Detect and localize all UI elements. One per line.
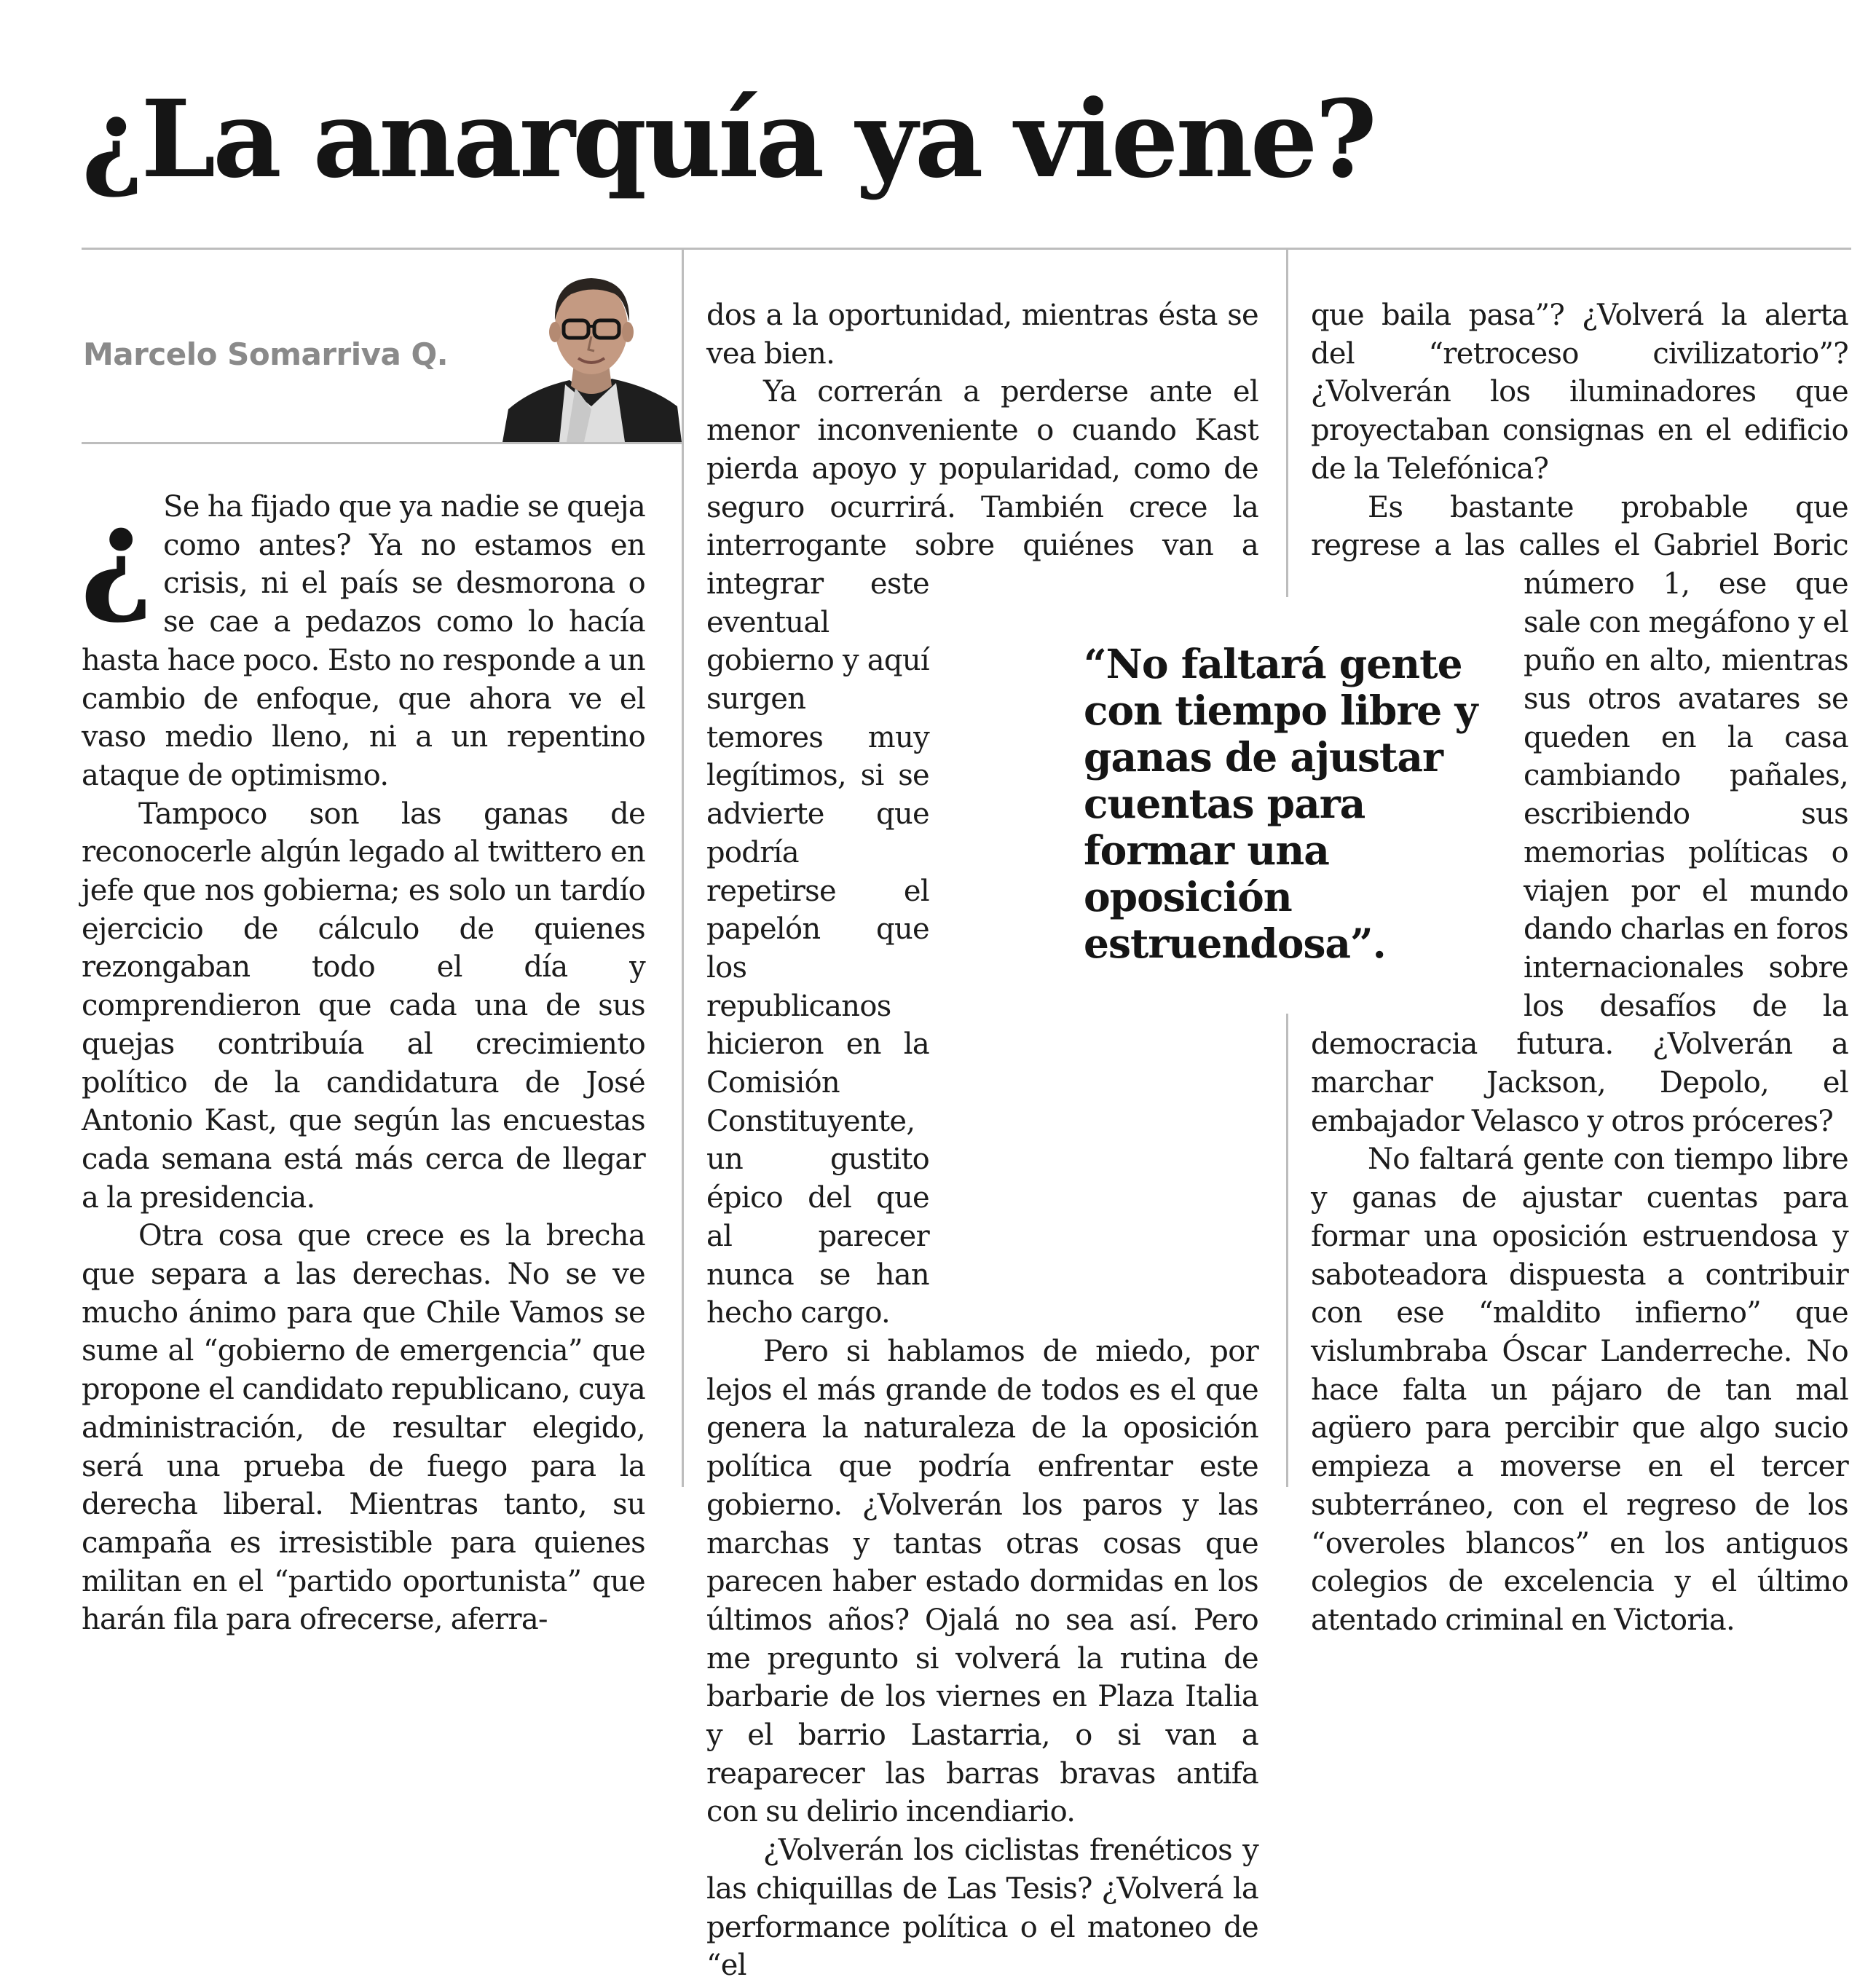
pull-quote: “No faltará gente con tiempo libre y ganas de ajustar cuentas para formar una oposición estruendosa”. xyxy=(1084,640,1478,967)
paragraph: Pero si hablamos de miedo, por lejos el más grande de todos es el que genera la naturaleza de la oposición política que podría enfrentar este gobierno. ¿Volverán los paros y las marchas y tantas otras cosas que parecen haber estado dormidas en los últimos años? Ojalá no sea así. Pero me pregunto si volverá la rutina de barbarie de los viernes en Plaza Italia y el barrio Lastarria, o si van a reaparecer las barras bravas antifa con su delirio incendiario. xyxy=(706,1334,1258,1829)
paragraph: que baila pasa”? ¿Volverá la alerta del “retroceso civilizatorio”? ¿Volverán los iluminadores que proyectaban consignas en el edificio de la Telefónica? xyxy=(1311,299,1848,486)
column-divider-2-lower xyxy=(1286,1014,1288,1487)
paragraph: Ya correrán a perderse ante el menor inconveniente o cuando Kast pierda apoyo y popularidad, como de seguro ocurrirá. También crece la interrogante sobre quiénes van a integrar este eventual gobierno y aquí surgen temores muy legítimos, si se advierte que podría repetirse el papelón que los republicanos hicieron en la Comisión Constituyente, un gustito épico del que al parecer nunca se han hecho cargo. xyxy=(706,375,1258,1330)
paragraph: No faltará gente con tiempo libre y ganas de ajustar cuentas para formar una oposición estruendosa y saboteadora dispuesta a contribuir con ese “maldito infierno” que vislumbraba Óscar Landerreche. No hace falta un pájaro de tan mal agüero para percibir que algo sucio empieza a moverse en el tercer subterráneo, con el regreso de los “overoles blancos” en los antiguos colegios de excelencia y el último atentado criminal en Victoria. xyxy=(1311,1143,1848,1637)
column-divider-1 xyxy=(682,249,684,1487)
headline: ¿La anarquía ya viene? xyxy=(82,77,1375,202)
author-portrait xyxy=(502,264,682,442)
byline-rule xyxy=(82,442,682,444)
drop-cap: ¿ xyxy=(80,480,154,628)
column-divider-2 xyxy=(1286,249,1288,597)
paragraph: Tampoco son las ganas de reconocerle algún legado al twittero en jefe que nos gobierna; es solo un tardío ejercicio de cálculo de quienes rezongaban todo el día y comprendieron que cada una de sus quejas contribuía al crecimiento político de la candidatura de José Antonio Kast, que según las encuestas cada semana está más cerca de llegar a la presidencia. xyxy=(82,797,645,1215)
column-3 xyxy=(1311,296,1848,1640)
top-rule xyxy=(82,248,1851,250)
paragraph: Se ha fijado que ya nadie se queja como antes? Ya no estamos en crisis, ni el país se desmorona o se cae a pedazos como lo hacía hasta hace poco. Esto no responde a un cambio de enfoque, que ahora ve el vaso medio lleno, ni a un repentino ataque de optimismo. xyxy=(82,490,645,792)
pullquote-wrap-spacer xyxy=(929,910,1258,1333)
paragraph: dos a la oportunidad, mientras ésta se vea bien. xyxy=(706,299,1258,371)
column-1 xyxy=(80,480,645,1639)
paragraph: Es bastante probable que regrese a las calles el Gabriel Boric número 1, ese que sale con megáfono y el puño en alto, mientras sus otros avatares se queden en la casa cambiando pañales, escribiendo sus memorias políticas o viajen por el mundo dando charlas en foros internacionales sobre los desafíos de la democracia futura. ¿Volverán a marchar Jackson, Depolo, el embajador Velasco y otros próceres? xyxy=(1311,490,1848,1138)
paragraph: Otra cosa que crece es la brecha que separa a las derechas. No se ve mucho ánimo para que Chile Vamos se sume al “gobierno de emergencia” que propone el candidato republicano, cuya administración, de resultar elegido, será una prueba de fuego para la derecha liberal. Mientras tanto, su campaña es irresistible para quienes militan en el “partido oportunista” que harán fila para ofrecerse, aferra- xyxy=(82,1219,645,1637)
column-2 xyxy=(706,296,1258,1985)
author-byline: Marcelo Somarriva Q. xyxy=(83,336,449,372)
paragraph: ¿Volverán los ciclistas frenéticos y las chiquillas de Las Tesis? ¿Volverá la performance política o el matoneo de “el xyxy=(706,1834,1258,1983)
